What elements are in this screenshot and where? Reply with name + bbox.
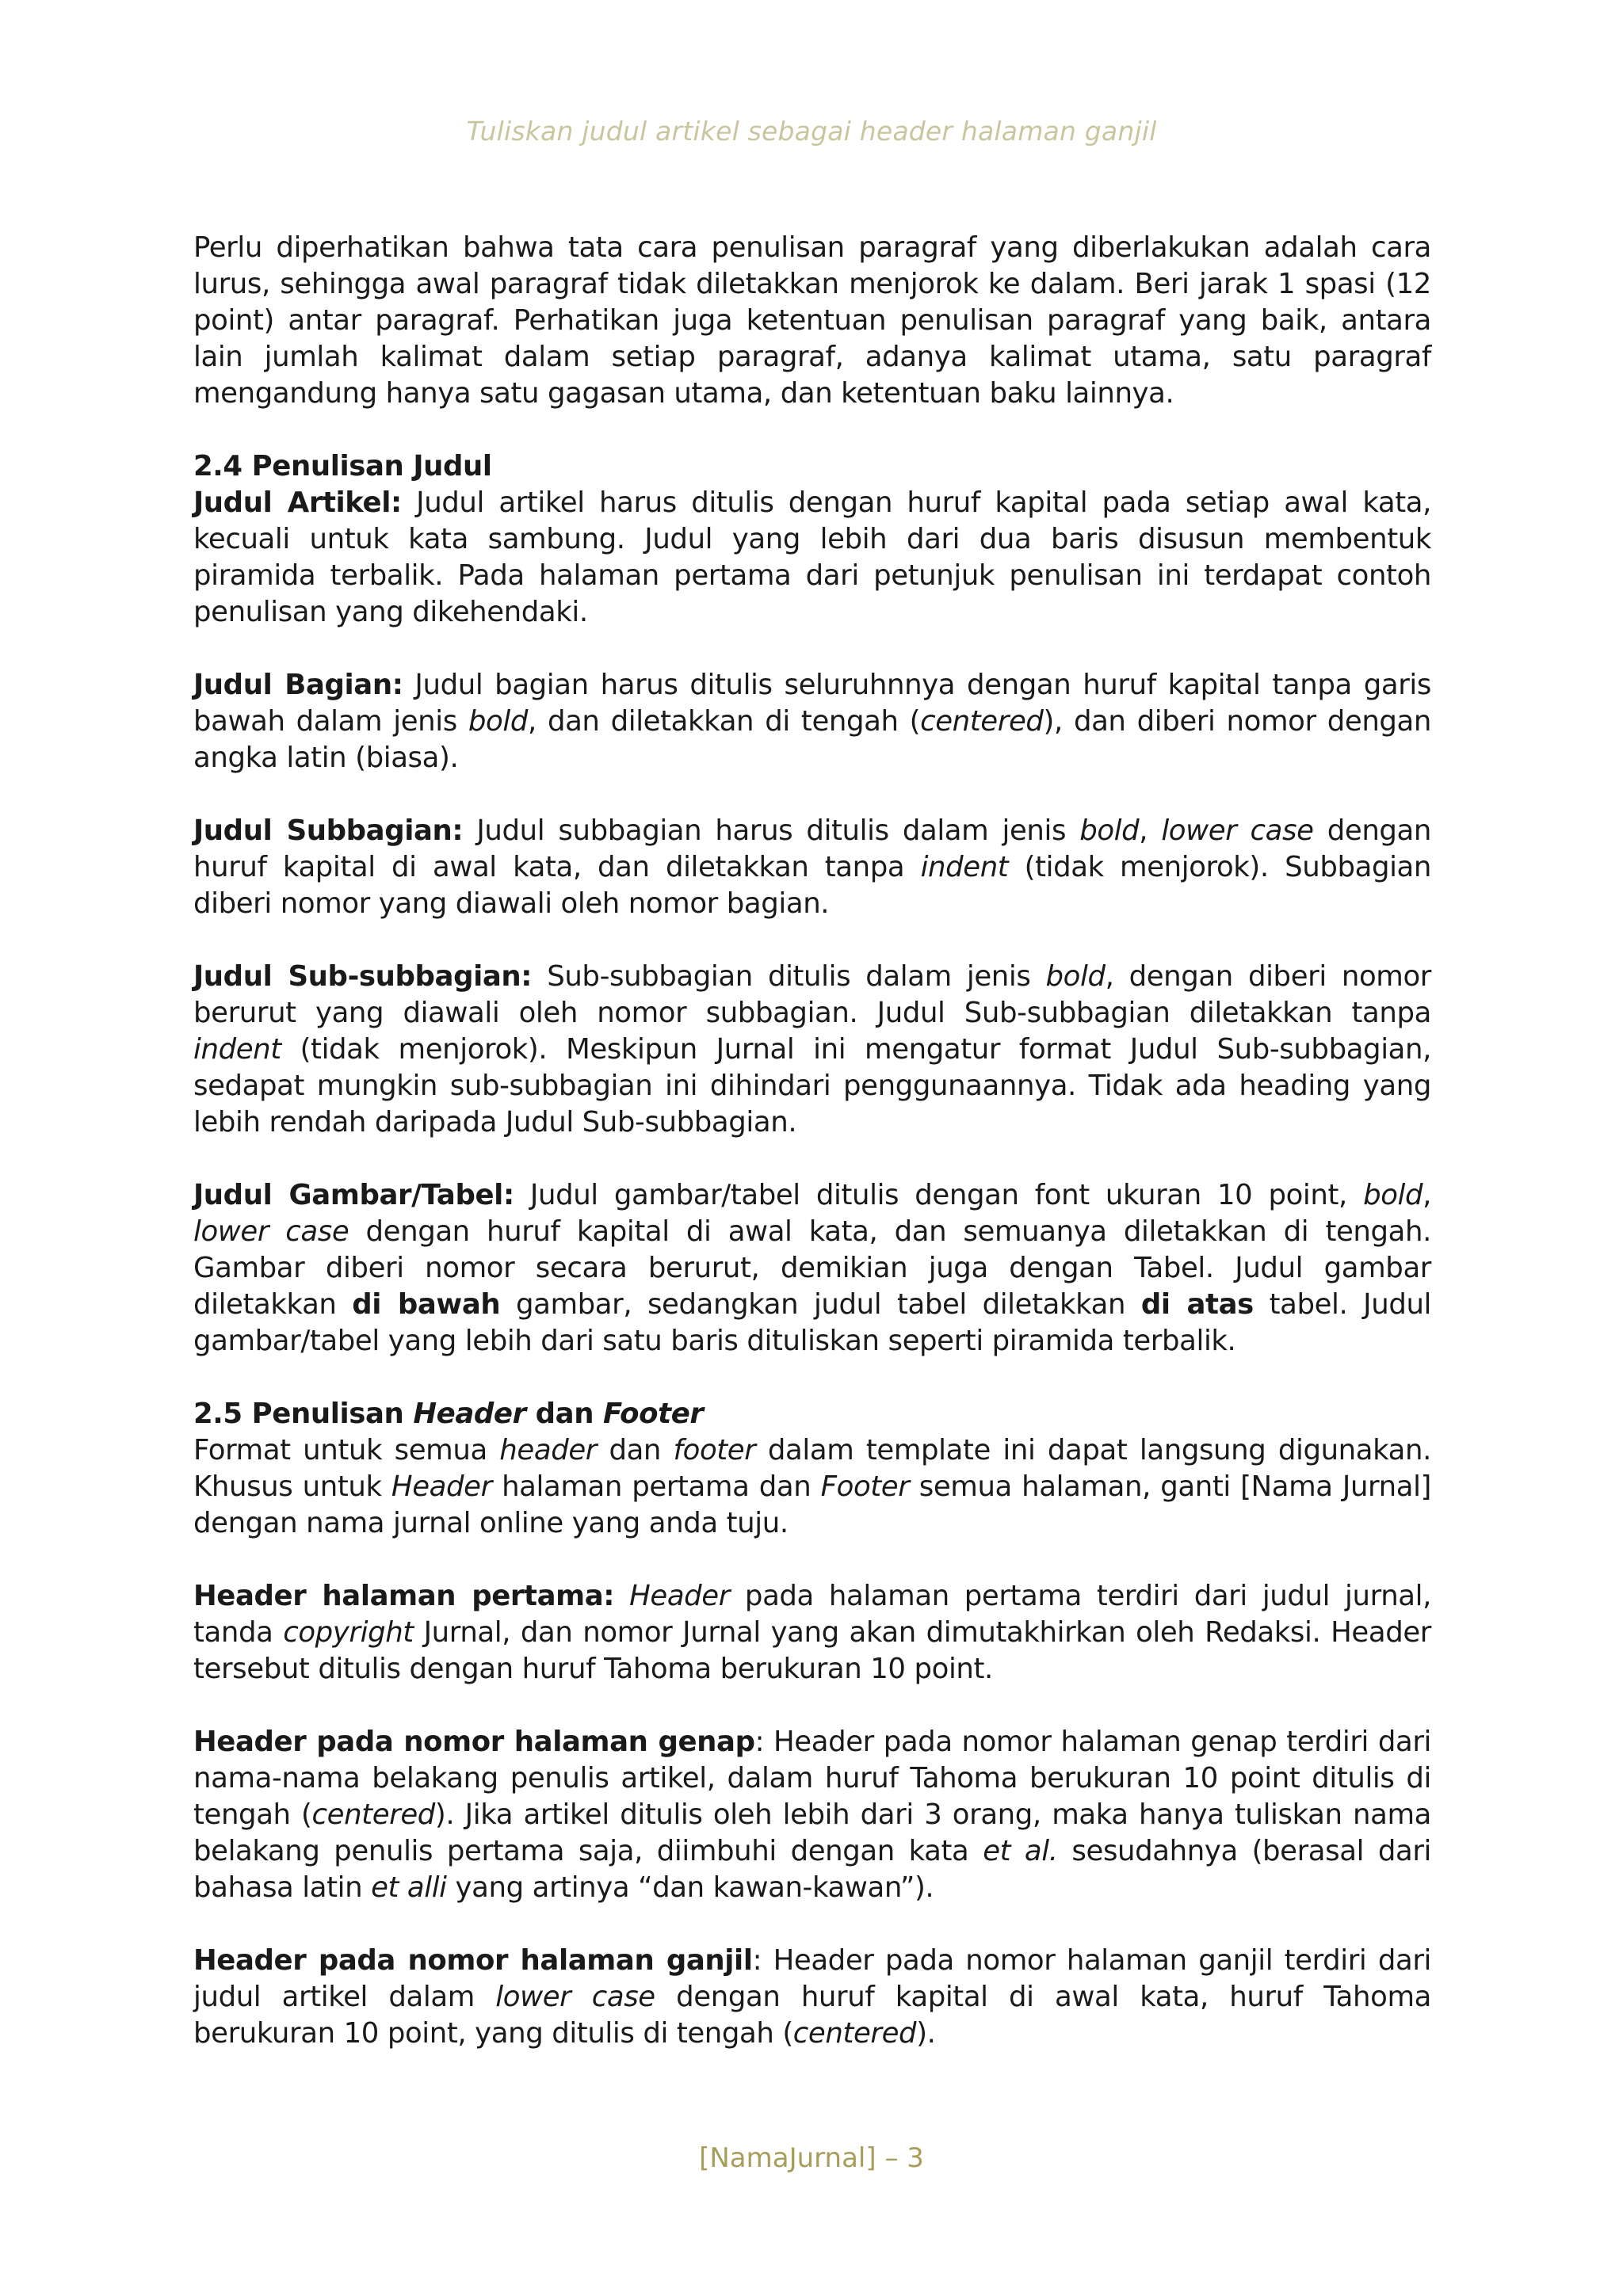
label-header-halaman-pertama: Header halaman pertama:: [193, 1580, 615, 1612]
paragraph-format: Format untuk semua header dan footer dalam template ini dapat langsung digunakan. Khusus untuk Header halaman pertama dan Footer semua halaman, ganti [Nama Jurnal] dengan nama jurnal online yang anda tuju.: [193, 1434, 1432, 1539]
page-footer: [NamaJurnal] – 3: [699, 2142, 924, 2174]
label-header-halaman-ganjil: Header pada nomor halaman ganjil: [193, 1944, 753, 1977]
section-heading-2-4: 2.4 Penulisan Judul: [193, 450, 492, 482]
paragraph-judul-subbagian: Judul Subbagian: Judul subbagian harus ditulis dalam jenis bold, lower case dengan huruf kapital di awal kata, dan diletakkan tanpa indent (tidak menjorok). Subbagian diberi nomor yang diawali oleh nomor bagian.: [193, 814, 1432, 920]
paragraph-judul-bagian: Judul Bagian: Judul bagian harus ditulis seluruhnnya dengan huruf kapital tanpa garis bawah dalam jenis bold, dan diletakkan di tengah (centered), dan diberi nomor dengan angka latin (biasa).: [193, 669, 1432, 774]
paragraph-header-halaman-ganjil: Header pada nomor halaman ganjil: Header pada nomor halaman ganjil terdiri dari judul artikel dalam lower case dengan huruf kapital di awal kata, huruf Tahoma berukuran 10 point, yang ditulis di tengah (centered).: [193, 1944, 1431, 2050]
paragraph-header-halaman-pertama: Header halaman pertama: Header pada halaman pertama terdiri dari judul jurnal, tanda copyright Jurnal, dan nomor Jurnal yang akan dimutakhirkan oleh Redaksi. Header tersebut ditulis dengan huruf Tahoma berukuran 10 point.: [193, 1580, 1431, 1685]
label-judul-artikel: Judul Artikel:: [193, 486, 402, 519]
running-header: Tuliskan judul artikel sebagai header halaman ganjil: [466, 116, 1157, 147]
label-judul-bagian: Judul Bagian:: [193, 669, 403, 701]
paragraph-judul-artikel: Judul Artikel: Judul artikel harus ditulis dengan huruf kapital pada setiap awal kata, kecuali untuk kata sambung. Judul yang lebih dari dua baris disusun membentuk piramida terbalik. Pada halaman pertama dari petunjuk penulisan ini terdapat contoh penulisan yang dikehendaki.: [193, 486, 1431, 628]
label-judul-subbagian: Judul Subbagian:: [193, 814, 464, 847]
paragraph-judul-sub-subbagian: Judul Sub-subbagian: Sub-subbagian ditulis dalam jenis bold, dengan diberi nomor berurut yang diawali oleh nomor subbagian. Judul Sub-subbagian diletakkan tanpa indent (tidak menjorok). Meskipun Jurnal ini mengatur format Judul Sub-subbagian, sedapat mungkin sub-subbagian ini dihindari penggunaannya. Tidak ada heading yang lebih rendah daripada Judul Sub-subbagian.: [193, 960, 1432, 1138]
paragraph-intro: Perlu diperhatikan bahwa tata cara penulisan paragraf yang diberlakukan adalah cara lurus, sehingga awal paragraf tidak diletakkan menjorok ke dalam. Beri jarak 1 spasi (12 point) antar paragraf. Perhatikan juga ketentuan penulisan paragraf yang baik, antara lain jumlah kalimat dalam setiap paragraf, adanya kalimat utama, satu paragraf mengandung hanya satu gagasan utama, dan ketentuan baku lainnya.: [193, 231, 1431, 410]
paragraph-judul-gambar-tabel: Judul Gambar/Tabel: Judul gambar/tabel ditulis dengan font ukuran 10 point, bold, lower case dengan huruf kapital di awal kata, dan semuanya diletakkan di tengah. Gambar diberi nomor secara berurut, demikian juga dengan Tabel. Judul gambar diletakkan di bawah gambar, sedangkan judul tabel diletakkan di atas tabel. Judul gambar/tabel yang lebih dari satu baris dituliskan seperti piramida terbalik.: [193, 1179, 1432, 1357]
paragraph-header-halaman-genap: Header pada nomor halaman genap: Header pada nomor halaman genap terdiri dari nama-nama belakang penulis artikel, dalam huruf Tahoma berukuran 10 point ditulis di tengah (centered). Jika artikel ditulis oleh lebih dari 3 orang, maka hanya tuliskan nama belakang penulis pertama saja, diimbuhi dengan kata et al. sesudahnya (berasal dari bahasa latin et alli yang artinya “dan kawan-kawan”).: [193, 1726, 1432, 1904]
page-content: [193, 230, 1431, 2052]
section-heading-2-5: 2.5 Penulisan Header dan Footer: [193, 1398, 704, 1430]
label-judul-gambar-tabel: Judul Gambar/Tabel:: [193, 1179, 514, 1211]
label-header-halaman-genap: Header pada nomor halaman genap: [193, 1726, 755, 1758]
label-judul-sub-subbagian: Judul Sub-subbagian:: [193, 960, 533, 993]
